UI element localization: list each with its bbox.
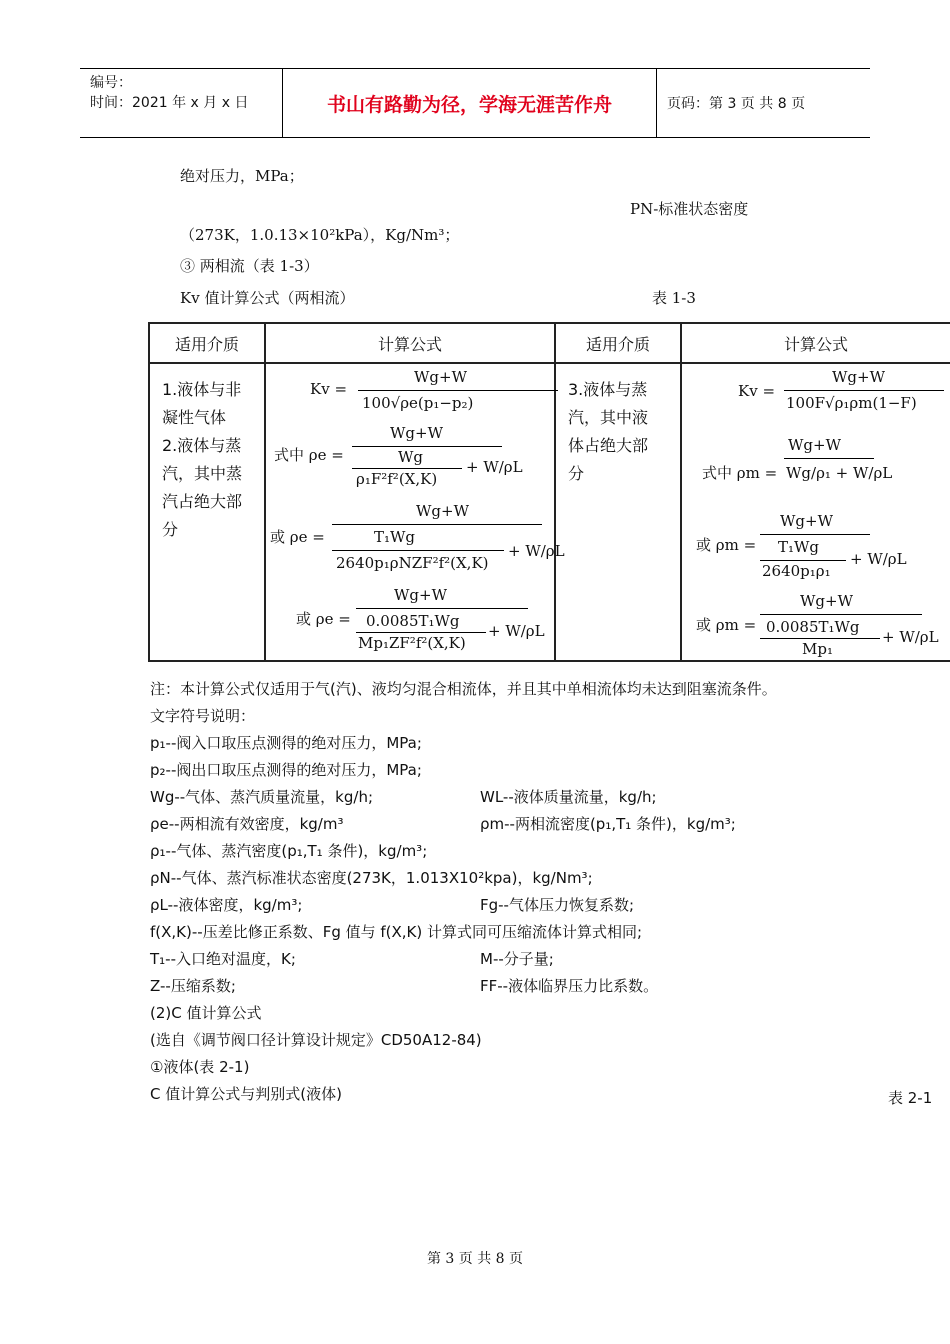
header-formula-left: 计算公式 bbox=[265, 323, 555, 363]
notes-section bbox=[150, 676, 777, 1108]
kv-formula-table bbox=[148, 322, 950, 662]
medium-left-line: 分 bbox=[162, 520, 179, 539]
kv-lhs: Kv = bbox=[310, 380, 348, 398]
pm3-den-den: Mp₁ bbox=[802, 640, 833, 658]
pm2-numerator: Wg+W bbox=[780, 512, 834, 530]
pm3-lhs: 或 ρm = bbox=[696, 616, 757, 634]
kv-right-denominator: 100F√ρ₁ρm(1−F) bbox=[786, 394, 917, 412]
note-line: 注：本计算公式仅适用于气(汽)、液均匀混合相流体，并且其中单相流体均未达到阻塞流条件。 bbox=[150, 680, 777, 698]
medium-right-line: 3.液体与蒸 bbox=[568, 380, 648, 399]
medium-left-line: 汽，其中蒸 bbox=[162, 464, 243, 483]
note-line: ①液体(表 2-1) bbox=[150, 1058, 250, 1076]
note-line: f(X,K)--压差比修正系数、Fg 值与 f(X,K) 计算式同可压缩流体计算式相同; bbox=[150, 923, 643, 941]
pe3-den-den: Mp₁ZF²f²(X,K) bbox=[358, 634, 466, 652]
pm3-numerator: Wg+W bbox=[800, 592, 854, 610]
table-label-1-3: 表 1-3 bbox=[652, 289, 696, 307]
medium-right-cell bbox=[555, 363, 681, 661]
pe3-den-num: 0.0085T₁Wg bbox=[366, 612, 460, 630]
pe2-lhs: 或 ρe = bbox=[270, 528, 325, 546]
pm1-denominator: Wg/ρ₁ + W/ρL bbox=[786, 464, 893, 482]
note-line: ρN--气体、蒸汽标准状态密度(273K，1.013X10²kpa)，kg/Nm³; bbox=[150, 869, 593, 887]
note-right: Fg--气体压力恢复系数; bbox=[480, 896, 635, 914]
note-left: ρL--液体密度，kg/m³; bbox=[150, 896, 303, 914]
note-right: ρm--两相流密度(p₁,T₁ 条件)，kg/m³; bbox=[480, 815, 736, 833]
body-line-pn: PN-标准状态密度 bbox=[630, 200, 749, 218]
note-pair bbox=[150, 892, 777, 919]
pe3-lhs: 或 ρe = bbox=[296, 610, 351, 628]
medium-right-line: 体占绝大部 bbox=[568, 436, 649, 455]
medium-left-line: 汽占绝大部 bbox=[162, 492, 243, 511]
header-medium-right: 适用介质 bbox=[555, 323, 681, 363]
medium-left-line: 1.液体与非 bbox=[162, 380, 242, 399]
body-line-pressure: 绝对压力，MPa； bbox=[180, 167, 304, 185]
note-line: C 值计算公式与判别式(液体) bbox=[150, 1085, 342, 1103]
note-left: Wg--气体、蒸汽质量流量，kg/h; bbox=[150, 788, 374, 806]
pm2-den-num: T₁Wg bbox=[778, 538, 820, 556]
formula-right-cell bbox=[681, 363, 950, 661]
note-line: p₂--阀出口取压点测得的绝对压力，MPa; bbox=[150, 761, 422, 779]
note-line: p₁--阀入口取压点测得的绝对压力，MPa; bbox=[150, 734, 422, 752]
header-formula-right: 计算公式 bbox=[681, 323, 950, 363]
page-footer: 第 3 页 共 8 页 bbox=[426, 1251, 524, 1267]
note-pair bbox=[150, 973, 777, 1000]
pe1-lhs: 式中 ρe = bbox=[274, 446, 344, 464]
medium-left-line: 凝性气体 bbox=[162, 408, 227, 427]
number-label: 编号： bbox=[90, 75, 132, 91]
note-right: WL--液体质量流量，kg/h; bbox=[480, 788, 657, 806]
pe2-plus: + W/ρL bbox=[508, 542, 565, 560]
pe1-numerator: Wg+W bbox=[390, 424, 444, 442]
note-line: (2)C 值计算公式 bbox=[150, 1004, 262, 1022]
note-left: ρe--两相流有效密度，kg/m³ bbox=[150, 815, 344, 833]
medium-left-cell bbox=[149, 363, 265, 661]
pe1-plus: + W/ρL bbox=[466, 458, 523, 476]
header-page-info: 页码：第 3 页 共 8 页 bbox=[667, 96, 806, 112]
pe1-den-num: Wg bbox=[398, 448, 424, 466]
pm2-plus: + W/ρL bbox=[850, 550, 907, 568]
kv-numerator: Wg+W bbox=[414, 368, 468, 386]
note-line: (选自《调节阀口径计算设计规定》CD50A12-84) bbox=[150, 1031, 482, 1049]
header-medium-left: 适用介质 bbox=[149, 323, 265, 363]
page-header bbox=[80, 68, 870, 138]
body-line-two-phase: ③ 两相流（表 1-3） bbox=[180, 257, 319, 275]
pm2-lhs: 或 ρm = bbox=[696, 536, 757, 554]
kv-denominator: 100√ρe(p₁−p₂) bbox=[362, 394, 474, 412]
formula-left-cell bbox=[265, 363, 565, 661]
note-pair bbox=[150, 946, 777, 973]
note-line: 文字符号说明： bbox=[150, 707, 256, 725]
time-label: 时间：2021 年 x 月 x 日 bbox=[90, 95, 249, 111]
kv-right-lhs: Kv = bbox=[738, 382, 776, 400]
pe3-numerator: Wg+W bbox=[394, 586, 448, 604]
pm3-den-num: 0.0085T₁Wg bbox=[766, 618, 860, 636]
pm1-lhs: 式中 ρm = bbox=[702, 464, 778, 482]
header-meta bbox=[80, 69, 283, 137]
medium-left-line: 2.液体与蒸 bbox=[162, 436, 242, 455]
pe2-den-den: 2640p₁ρNZF²f²(X,K) bbox=[336, 554, 489, 572]
header-motto: 书山有路勤为径，学海无涯苦作舟 bbox=[283, 69, 657, 137]
note-left: T₁--入口绝对温度，K; bbox=[150, 950, 296, 968]
pe2-numerator: Wg+W bbox=[416, 502, 470, 520]
kv-right-numerator: Wg+W bbox=[832, 368, 886, 386]
pm1-numerator: Wg+W bbox=[788, 436, 842, 454]
pe2-den-num: T₁Wg bbox=[374, 528, 416, 546]
note-left: Z--压缩系数; bbox=[150, 977, 236, 995]
pe3-plus: + W/ρL bbox=[488, 622, 545, 640]
medium-right-line: 汽，其中液 bbox=[568, 408, 649, 427]
note-pair bbox=[150, 784, 777, 811]
note-right: FF--液体临界压力比系数。 bbox=[480, 977, 659, 995]
pm2-den-den: 2640p₁ρ₁ bbox=[762, 562, 831, 580]
note-line: ρ₁--气体、蒸汽密度(p₁,T₁ 条件)，kg/m³; bbox=[150, 842, 428, 860]
medium-right-line: 分 bbox=[568, 464, 585, 483]
body-line-standard: （273K，1.0.13×10²kPa），Kg/Nm³； bbox=[180, 226, 460, 244]
pe1-den-den: ρ₁F²f²(X,K) bbox=[356, 470, 438, 488]
body-line-kv-title: Kv 值计算公式（两相流） bbox=[180, 289, 355, 307]
table-label-2-1: 表 2-1 bbox=[888, 1089, 933, 1107]
note-right: M--分子量; bbox=[480, 950, 554, 968]
pm3-plus: + W/ρL bbox=[882, 628, 939, 646]
note-pair bbox=[150, 811, 777, 838]
